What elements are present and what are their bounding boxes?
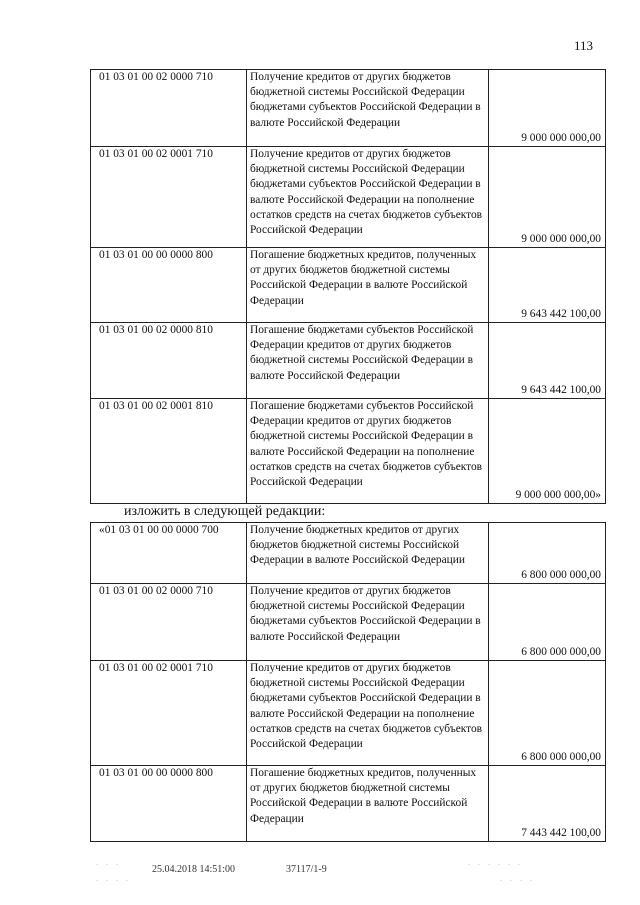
budget-code-cell: 01 03 01 00 02 0000 710: [91, 584, 247, 661]
page-number: 113: [574, 38, 594, 53]
table-row: [91, 399, 606, 504]
budget-table-current-body: [91, 70, 606, 504]
description-cell: Получение кредитов от других бюджетов бюджетной системы Российской Федерации бюджетами субъектов Российской Федерации в валюте Российской Федерации на пополнение остатков средств на счетах бюджетов субъектов Российской Федерации: [247, 661, 489, 766]
table-row: [91, 766, 606, 842]
amount-cell: 9 000 000 000,00: [489, 70, 606, 147]
amount-cell: 6 800 000 000,00: [489, 584, 606, 661]
budget-code-cell: 01 03 01 00 00 0000 800: [91, 248, 247, 323]
budget-table-current: [90, 69, 606, 504]
table-row: [91, 147, 606, 248]
amount-cell: 9 643 442 100,00: [489, 248, 606, 323]
budget-code-cell: 01 03 01 00 00 0000 800: [91, 766, 247, 842]
amount-cell: 6 800 000 000,00: [489, 661, 606, 766]
description-cell: Получение кредитов от других бюджетов бюджетной системы Российской Федерации бюджетами субъектов Российской Федерации в валюте Российской Федерации на пополнение остатков средств на счетах бюджетов субъектов Российской Федерации: [247, 147, 489, 248]
description-cell: Погашение бюджетных кредитов, полученных от других бюджетов бюджетной системы Российской Федерации в валюте Российской Федерации: [247, 766, 489, 842]
description-cell: Получение кредитов от других бюджетов бюджетной системы Российской Федерации бюджетами субъектов Российской Федерации в валюте Российской Федерации: [247, 584, 489, 661]
budget-table-revised: [90, 522, 606, 842]
table-row: [91, 584, 606, 661]
amount-cell: 7 443 442 100,00: [489, 766, 606, 842]
budget-code-cell: 01 03 01 00 02 0001 810: [91, 399, 247, 504]
budget-code-cell: 01 03 01 00 02 0000 710: [91, 70, 247, 147]
table-row: [91, 248, 606, 323]
amendment-instruction: изложить в следующей редакции:: [124, 504, 326, 519]
table-row: [91, 661, 606, 766]
scan-noise: . . . .: [500, 874, 535, 883]
description-cell: Погашение бюджетных кредитов, полученных от других бюджетов бюджетной системы Российской Федерации в валюте Российской Федерации: [247, 248, 489, 323]
description-cell: Получение бюджетных кредитов от других бюджетов бюджетной системы Российской Федерации в валюте Российской Федерации: [247, 523, 489, 584]
budget-code-cell: 01 03 01 00 02 0001 710: [91, 147, 247, 248]
budget-code-cell: 01 03 01 00 02 0001 710: [91, 661, 247, 766]
description-cell: Погашение бюджетами субъектов Российской Федерации кредитов от других бюджетов бюджетной системы Российской Федерации в валюте Российской Федерации: [247, 323, 489, 399]
scan-noise: . . . .: [96, 874, 131, 883]
budget-table-revised-body: [91, 523, 606, 842]
table-row: [91, 523, 606, 584]
budget-code-cell: 01 03 01 00 02 0000 810: [91, 323, 247, 399]
footer-timestamp: 25.04.2018 14:51:00: [152, 864, 236, 875]
budget-code-cell: «01 03 01 00 00 0000 700: [91, 523, 247, 584]
amount-cell: 9 000 000 000,00»: [489, 399, 606, 504]
amount-cell: 9 000 000 000,00: [489, 147, 606, 248]
description-cell: Погашение бюджетами субъектов Российской Федерации кредитов от других бюджетов бюджетной системы Российской Федерации в валюте Российской Федерации на пополнение остатков средств на счетах бюджетов субъектов Российской Федерации: [247, 399, 489, 504]
description-cell: Получение кредитов от других бюджетов бюджетной системы Российской Федерации бюджетами субъектов Российской Федерации в валюте Российской Федерации: [247, 70, 489, 147]
table-row: [91, 70, 606, 147]
table-row: [91, 323, 606, 399]
scan-noise: . . . . . .: [468, 858, 523, 867]
amount-cell: 9 643 442 100,00: [489, 323, 606, 399]
scan-noise: . . .: [96, 858, 121, 867]
footer-document-code: 37117/1-9: [286, 864, 327, 875]
amount-cell: 6 800 000 000,00: [489, 523, 606, 584]
